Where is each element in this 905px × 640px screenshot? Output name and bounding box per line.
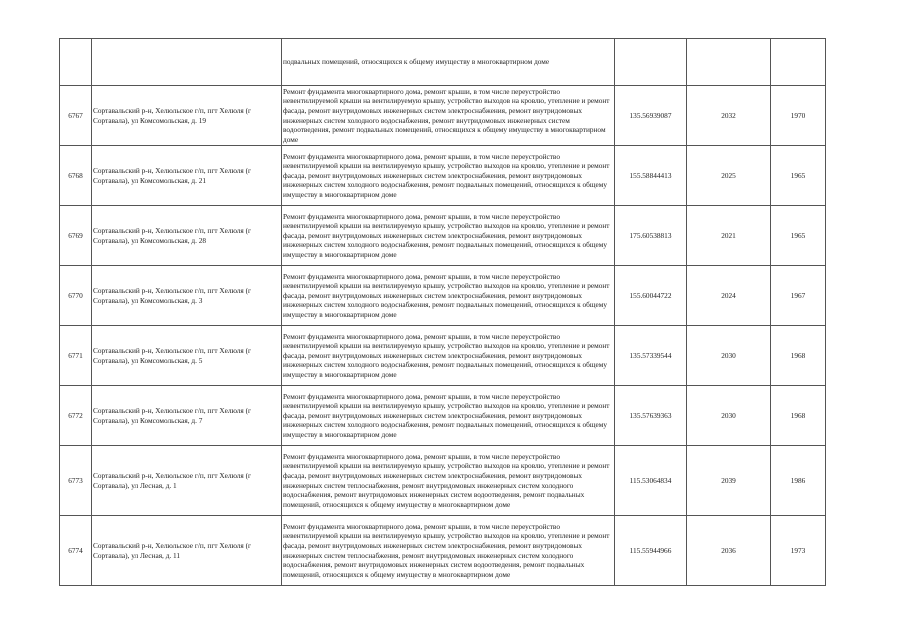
- row-works: Ремонт фундамента многоквартирного дома, ремонт крыши, в том числе переустройство невентилируемой крыши на вентилируемую крышу, устройство выходов на кровлю, утепление и ремонт фасада, ремонт внутридомовых инженерных систем электроснабжения, ремонт внутридомовых инженерных систем холодного водоснабжения, ремонт подвальных помещений, относящихся к общему имуществу в многоквартирном доме: [282, 386, 615, 446]
- row-number: 6774: [60, 516, 92, 586]
- row-year-built: 1967: [771, 266, 826, 326]
- table-row: [60, 326, 826, 386]
- row-year-built: 1970: [771, 86, 826, 146]
- row-value: 115.55944966: [615, 516, 687, 586]
- row-value: 135.57639363: [615, 386, 687, 446]
- row-year-plan: 2021: [687, 206, 771, 266]
- table-row: [60, 146, 826, 206]
- row-year-plan: [687, 39, 771, 86]
- table-row: [60, 39, 826, 86]
- row-value: 155.60044722: [615, 266, 687, 326]
- row-works: Ремонт фундамента многоквартирного дома, ремонт крыши, в том числе переустройство невентилируемой крыши на вентилируемую крышу, устройство выходов на кровлю, утепление и ремонт фасада, ремонт внутридомовых инженерных систем электроснабжения, ремонт внутридомовых инженерных систем холодного водоснабжения, ремонт подвальных помещений, относящихся к общему имуществу в многоквартирном доме: [282, 146, 615, 206]
- row-value: 155.58844413: [615, 146, 687, 206]
- row-year-built: 1973: [771, 516, 826, 586]
- row-works: Ремонт фундамента многоквартирного дома, ремонт крыши, в том числе переустройство невентилируемой крыши на вентилируемую крышу, устройство выходов на кровлю, утепление и ремонт фасада, ремонт внутридомовых инженерных систем электроснабжения, ремонт внутридомовых инженерных систем холодного водоснабжения, ремонт внутридомовых инженерных систем водоотведения, ремонт подвальных помещений, относящихся к общему имуществу в многоквартирном доме: [282, 86, 615, 146]
- row-works: Ремонт фундамента многоквартирного дома, ремонт крыши, в том числе переустройство невентилируемой крыши на вентилируемую крышу, устройство выходов на кровлю, утепление и ремонт фасада, ремонт внутридомовых инженерных систем электроснабжения, ремонт внутридомовых инженерных систем холодного водоснабжения, ремонт подвальных помещений, относящихся к общему имуществу в многоквартирном доме: [282, 266, 615, 326]
- row-number: 6772: [60, 386, 92, 446]
- table-body: [60, 39, 826, 586]
- row-year-plan: 2032: [687, 86, 771, 146]
- table-row: [60, 86, 826, 146]
- row-value: 135.57339544: [615, 326, 687, 386]
- row-value: 115.53064834: [615, 446, 687, 516]
- row-year-built: 1965: [771, 146, 826, 206]
- row-works: Ремонт фундамента многоквартирного дома, ремонт крыши, в том числе переустройство невентилируемой крыши на вентилируемую крышу, устройство выходов на кровлю, утепление и ремонт фасада, ремонт внутридомовых инженерных систем электроснабжения, ремонт внутридомовых инженерных систем холодного водоснабжения, ремонт подвальных помещений, относящихся к общему имуществу в многоквартирном доме: [282, 326, 615, 386]
- table-row: [60, 446, 826, 516]
- row-year-built: 1968: [771, 326, 826, 386]
- table-row: [60, 386, 826, 446]
- row-works: Ремонт фундамента многоквартирного дома, ремонт крыши, в том числе переустройство невентилируемой крыши на вентилируемую крышу, устройство выходов на кровлю, утепление и ремонт фасада, ремонт внутридомовых инженерных систем электроснабжения, ремонт внутридомовых инженерных систем холодного водоснабжения, ремонт подвальных помещений, относящихся к общему имуществу в многоквартирном доме: [282, 206, 615, 266]
- row-year-plan: 2039: [687, 446, 771, 516]
- row-number: 6771: [60, 326, 92, 386]
- row-year-plan: 2036: [687, 516, 771, 586]
- row-year-plan: 2030: [687, 386, 771, 446]
- row-address: Сортавальский р-н, Хелюльское г/п, пгт Хелюля (г Сортавала), ул Лесная, д. 1: [92, 446, 282, 516]
- row-year-plan: 2025: [687, 146, 771, 206]
- row-year-plan: 2030: [687, 326, 771, 386]
- row-address: [92, 39, 282, 86]
- works-table: [59, 38, 826, 586]
- row-address: Сортавальский р-н, Хелюльское г/п, пгт Хелюля (г Сортавала), ул Комсомольская, д. 7: [92, 386, 282, 446]
- row-year-built: 1968: [771, 386, 826, 446]
- row-address: Сортавальский р-н, Хелюльское г/п, пгт Хелюля (г Сортавала), ул Комсомольская, д. 3: [92, 266, 282, 326]
- table-row: [60, 266, 826, 326]
- row-value: [615, 39, 687, 86]
- row-address: Сортавальский р-н, Хелюльское г/п, пгт Хелюля (г Сортавала), ул Комсомольская, д. 5: [92, 326, 282, 386]
- row-address: Сортавальский р-н, Хелюльское г/п, пгт Хелюля (г Сортавала), ул Лесная, д. 11: [92, 516, 282, 586]
- row-year-plan: 2024: [687, 266, 771, 326]
- row-works: Ремонт фундамента многоквартирного дома, ремонт крыши, в том числе переустройство невентилируемой крыши на вентилируемую крышу, устройство выходов на кровлю, утепление и ремонт фасада, ремонт внутридомовых инженерных систем электроснабжения, ремонт внутридомовых инженерных систем теплоснабжения, ремонт внутридомовых инженерных систем холодного водоснабжения, ремонт внутридомовых инженерных систем водоотведения, ремонт подвальных помещений, относящихся к общему имуществу в многоквартирном доме: [282, 516, 615, 586]
- row-address: Сортавальский р-н, Хелюльское г/п, пгт Хелюля (г Сортавала), ул Комсомольская, д. 19: [92, 86, 282, 146]
- row-number: 6773: [60, 446, 92, 516]
- row-year-built: 1986: [771, 446, 826, 516]
- row-value: 175.60538813: [615, 206, 687, 266]
- row-number: 6768: [60, 146, 92, 206]
- row-year-built: 1965: [771, 206, 826, 266]
- table-row: [60, 516, 826, 586]
- row-value: 135.56939087: [615, 86, 687, 146]
- row-works: подвальных помещений, относящихся к общему имуществу в многоквартирном доме: [282, 39, 615, 86]
- table-row: [60, 206, 826, 266]
- row-works: Ремонт фундамента многоквартирного дома, ремонт крыши, в том числе переустройство невентилируемой крыши на вентилируемую крышу, устройство выходов на кровлю, утепление и ремонт фасада, ремонт внутридомовых инженерных систем электроснабжения, ремонт внутридомовых инженерных систем теплоснабжения, ремонт внутридомовых инженерных систем холодного водоснабжения, ремонт внутридомовых инженерных систем водоотведения, ремонт подвальных помещений, относящихся к общему имуществу в многоквартирном доме: [282, 446, 615, 516]
- row-number: [60, 39, 92, 86]
- row-year-built: [771, 39, 826, 86]
- row-address: Сортавальский р-н, Хелюльское г/п, пгт Хелюля (г Сортавала), ул Комсомольская, д. 21: [92, 146, 282, 206]
- row-address: Сортавальский р-н, Хелюльское г/п, пгт Хелюля (г Сортавала), ул Комсомольская, д. 28: [92, 206, 282, 266]
- row-number: 6767: [60, 86, 92, 146]
- row-number: 6769: [60, 206, 92, 266]
- row-number: 6770: [60, 266, 92, 326]
